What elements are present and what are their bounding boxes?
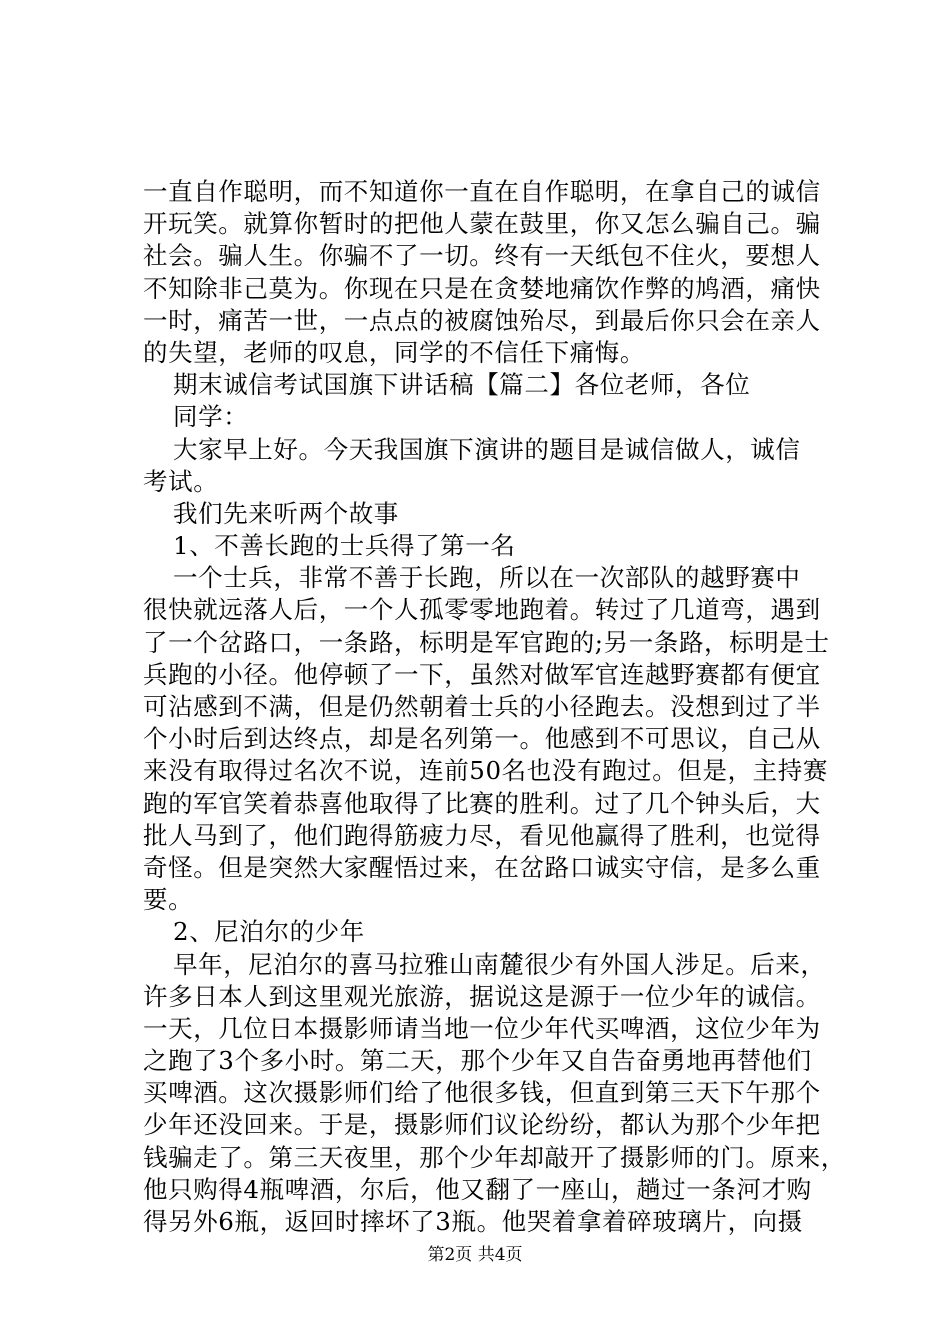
text-line: 批人马到了，他们跑得筋疲力尽，看见他赢得了胜利，也觉得 <box>143 820 821 850</box>
text-line: 社会。骗人生。你骗不了一切。终有一天纸包不住火，要想人 <box>143 241 821 271</box>
text-line: 一直自作聪明，而不知道你一直在自作聪明，在拿自己的诚信 <box>143 177 821 206</box>
text-line: 来没有取得过名次不说，连前50名也没有跑过。但是，主持赛 <box>143 756 828 786</box>
text-line: 期末诚信考试国旗下讲话稿【篇二】各位老师，各位 <box>173 370 751 400</box>
text-line: 很快就远落人后，一个人孤零零地跑着。转过了几道弯，遇到 <box>143 595 821 625</box>
text-line: 2、尼泊尔的少年 <box>173 917 365 947</box>
text-line: 钱骗走了。第三天夜里，那个少年却敲开了摄影师的门。原来， <box>143 1142 846 1172</box>
text-line: 兵跑的小径。他停顿了一下，虽然对做军官连越野赛都有便宜 <box>143 659 821 689</box>
text-line: 一时，痛苦一世，一点点的被腐蚀殆尽，到最后你只会在亲人 <box>143 305 821 335</box>
text-line: 了一个岔路口，一条路，标明是军官跑的;另一条路，标明是士 <box>143 627 830 657</box>
text-line: 一天，几位日本摄影师请当地一位少年代买啤酒，这位少年为 <box>143 1013 821 1043</box>
text-line: 考试。 <box>143 466 219 496</box>
text-line: 可沾感到不满，但是仍然朝着士兵的小径跑去。没想到过了半 <box>143 692 821 721</box>
text-line: 个小时后到达终点，却是名列第一。他感到不可思议，自己从 <box>143 724 821 754</box>
text-line: 要。 <box>143 885 194 915</box>
page-footer: 第2页 共4页 <box>427 1245 523 1265</box>
text-line: 得另外6瓶，返回时摔坏了3瓶。他哭着拿着碎玻璃片，向摄 <box>143 1207 803 1236</box>
text-line: 奇怪。但是突然大家醒悟过来，在岔路口诚实守信，是多么重 <box>143 852 821 882</box>
text-line: 不知除非己莫为。你现在只是在贪婪地痛饮作弊的鸠酒，痛快 <box>143 273 821 303</box>
text-line: 开玩笑。就算你暂时的把他人蒙在鼓里，你又怎么骗自己。骗 <box>143 209 821 239</box>
text-line: 的失望，老师的叹息，同学的不信任下痛悔。 <box>143 337 645 367</box>
text-line: 同学： <box>173 402 249 432</box>
text-line: 早年，尼泊尔的喜马拉雅山南麓很少有外国人涉足。后来， <box>173 949 826 979</box>
text-line: 许多日本人到这里观光旅游，据说这是源于一位少年的诚信。 <box>143 981 821 1011</box>
text-line: 一个士兵，非常不善于长跑，所以在一次部队的越野赛中 <box>173 563 801 593</box>
text-line: 1、不善长跑的士兵得了第一名 <box>173 531 516 561</box>
text-line: 他只购得4瓶啤酒，尔后，他又翻了一座山，趟过一条河才购 <box>143 1174 812 1204</box>
text-line: 我们先来听两个故事 <box>173 498 399 528</box>
text-line: 跑的军官笑着恭喜他取得了比赛的胜利。过了几个钟头后，大 <box>143 788 821 818</box>
text-line: 之跑了3个多小时。第二天，那个少年又自告奋勇地再替他们 <box>143 1046 812 1076</box>
document-body <box>143 176 846 1238</box>
text-line: 大家早上好。今天我国旗下演讲的题目是诚信做人，诚信 <box>173 434 801 464</box>
text-line: 买啤酒。这次摄影师们给了他很多钱，但直到第三天下午那个 <box>143 1078 821 1108</box>
text-line: 少年还没回来。于是，摄影师们议论纷纷，都认为那个少年把 <box>143 1110 821 1140</box>
